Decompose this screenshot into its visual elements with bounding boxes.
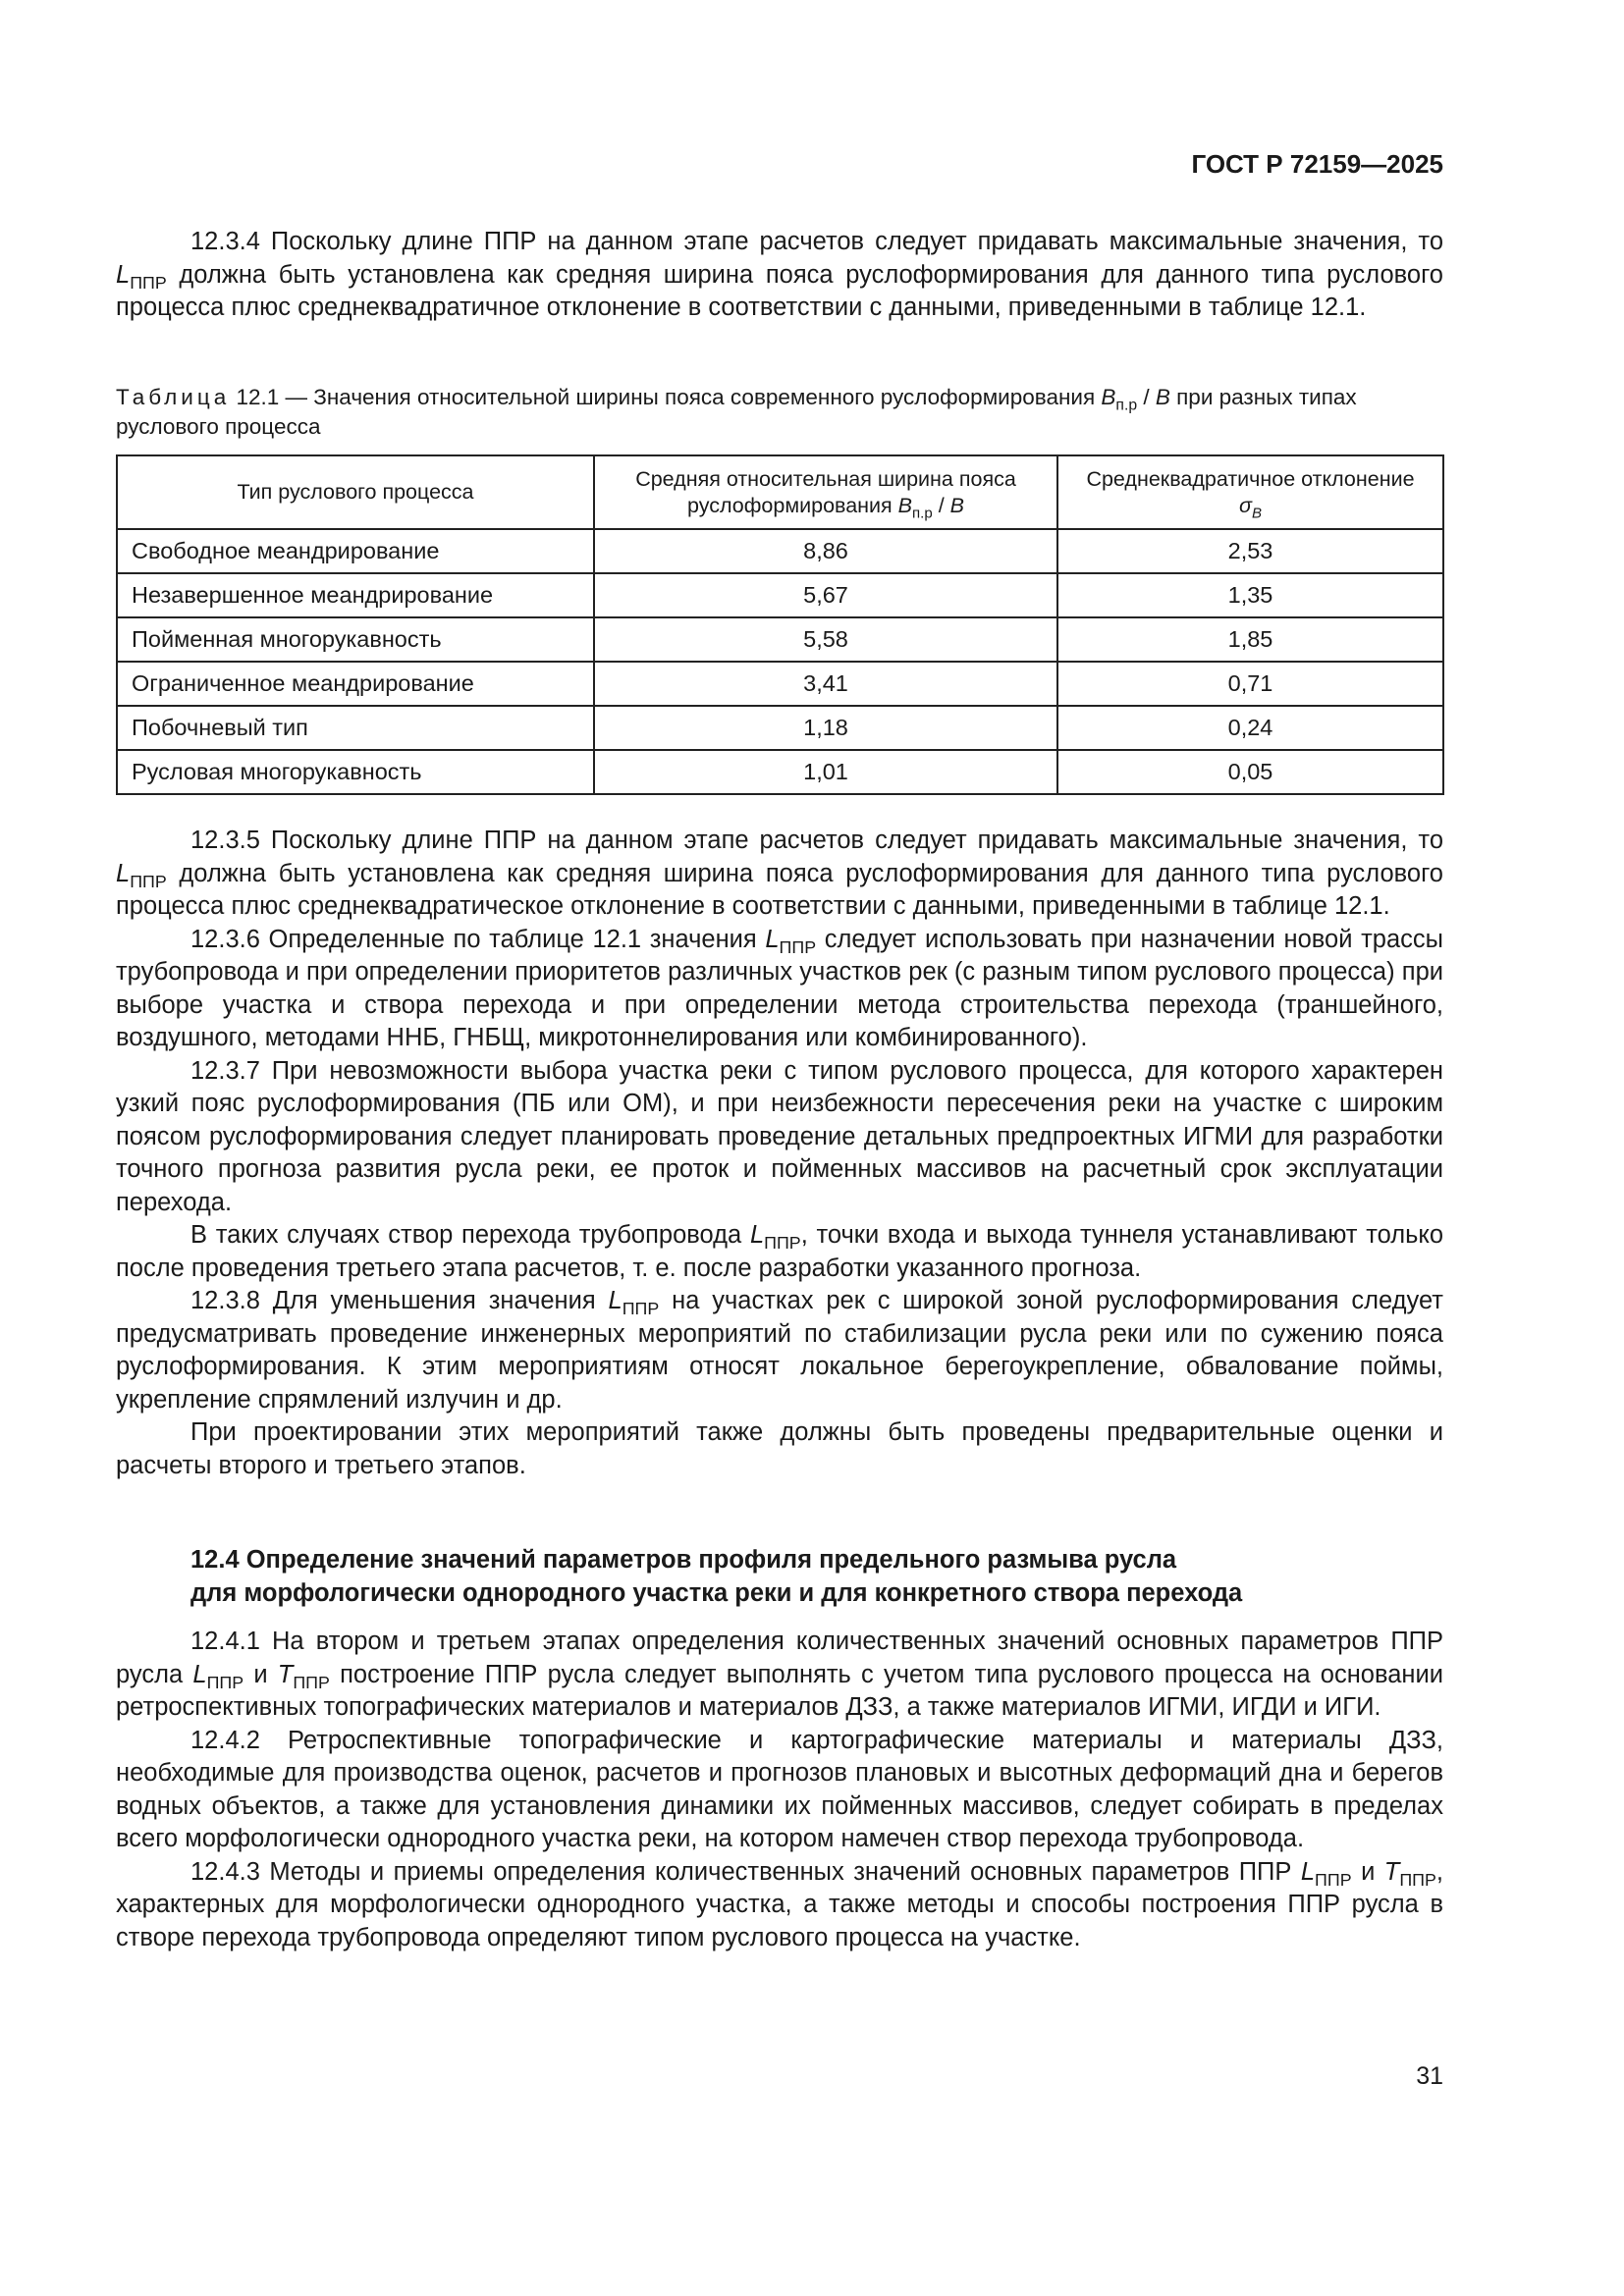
cell-sd: 1,35 — [1057, 573, 1443, 617]
section-heading-12-4 — [190, 1543, 1242, 1610]
cell-mean: 1,01 — [594, 750, 1057, 794]
heading-line-1: 12.4 Определение значений параметров профиля предельного размыва русла — [190, 1546, 1177, 1574]
paragraph-12-3-4: 12.3.4 Поскольку длине ППР на данном этапе расчетов следует придавать максимальные значения, то $L_{ППР}$ должна быть установлена как средняя ширина пояса руслоформирования для данного типа руслового процесса плюс среднеквадратичное отклонение в соответствии с данными, приведенными в таблице 12.1. — [116, 228, 1443, 321]
paragraph-12-4-3: 12.4.3 Методы и приемы определения количественных значений основных параметров ППР $L_{ППР}$ и $T_{ППР}$, характерных для морфологически однородного участка, а также методы и способы построения ППР русла в створе перехода трубопровода определяют типом руслового процесса на участке. — [116, 1857, 1443, 1951]
table-row — [117, 573, 1443, 617]
paragraph-such-cases: В таких случаях створ перехода трубопровода $L_{ППР}$, точки входа и выхода туннеля устанавливают только после проведения третьего этапа расчетов, т. е. после разработки указанного прогноза. — [116, 1221, 1443, 1282]
cell-mean: 3,41 — [594, 662, 1057, 706]
cell-type: Пойменная многорукавность — [117, 617, 594, 662]
column-header-type: Тип руслового процесса — [117, 455, 594, 529]
table-row — [117, 617, 1443, 662]
table-row — [117, 529, 1443, 573]
cell-type: Свободное меандрирование — [117, 529, 594, 573]
paragraph-12-3-7: 12.3.7 При невозможности выбора участка реки с типом руслового процесса, для которого характерен узкий пояс руслоформирования (ПБ или ОМ), и при неизбежности пересечения реки на участке с широким поясом руслоформирования следует планировать проведение детальных предпроектных ИГМИ для разработки точного прогноза развития русла реки, ее проток и пойменных массивов на расчетный срок эксплуатации перехода. — [116, 1056, 1443, 1216]
cell-sd: 1,85 — [1057, 617, 1443, 662]
paragraph-12-4-1: 12.4.1 На втором и третьем этапах определения количественных значений основных параметров ППР русла $L_{ППР}$ и $T_{ППР}$ построение ППР русла следует выполнять с учетом типа руслового процесса на основании ретроспективных топографических материалов и материалов ДЗЗ, а также материалов ИГМИ, ИГДИ и ИГИ. — [116, 1628, 1443, 1721]
cell-sd: 0,24 — [1057, 706, 1443, 750]
heading-line-2: для морфологически однородного участка реки и для конкретного створа перехода — [190, 1579, 1243, 1607]
paragraph-12-3-5: 12.3.5 Поскольку длине ППР на данном этапе расчетов следует придавать максимальные значения, то $L_{ППР}$ должна быть установлена как средняя ширина пояса руслоформирования для данного типа руслового процесса плюс среднеквадратическое отклонение в соответствии с данными, приведенными в таблице 12.1. — [116, 827, 1443, 920]
table-row — [117, 706, 1443, 750]
paragraph-12-4-2: 12.4.2 Ретроспективные топографические и картографические материалы и материалы ДЗЗ, необходимые для производства оценок, расчетов и прогнозов плановых и высотных деформаций дна и берегов водных объектов, а также для установления динамики их пойменных массивов, следует собирать в пределах всего морфологически однородного участка реки, на котором намечен створ перехода трубопровода. — [116, 1726, 1443, 1852]
cell-type: Ограниченное меандрирование — [117, 662, 594, 706]
column-header-mean: Средняя относительная ширина пояса руслоформирования $B_{п.р}$ / B — [594, 455, 1057, 529]
text-block-3 — [116, 1626, 1443, 1954]
paragraph-design: При проектировании этих мероприятий также должны быть проведены предварительные оценки и расчеты второго и третьего этапов. — [116, 1418, 1443, 1479]
text-block-1 — [116, 226, 1443, 325]
cell-type: Незавершенное меандрирование — [117, 573, 594, 617]
cell-mean: 1,18 — [594, 706, 1057, 750]
text-block-2 — [116, 825, 1443, 1482]
cell-sd: 0,05 — [1057, 750, 1443, 794]
river-process-table — [116, 454, 1444, 795]
cell-sd: 0,71 — [1057, 662, 1443, 706]
cell-sd: 2,53 — [1057, 529, 1443, 573]
cell-mean: 8,86 — [594, 529, 1057, 573]
cell-mean: 5,67 — [594, 573, 1057, 617]
cell-type: Побочневый тип — [117, 706, 594, 750]
column-header-sd: Среднеквадратичное отклонение $\sigma_B$ — [1057, 455, 1443, 529]
paragraph-12-3-6: 12.3.6 Определенные по таблице 12.1 значения $L_{ППР}$ следует использовать при назначении новой трассы трубопровода и при определении приоритетов различных участков рек (с разным типом руслового процесса) при выборе участка и створа перехода и при определении метода строительства перехода (траншейного, воздушного, методами ННБ, ГНБЩ, микротоннелирования или комбинированного). — [116, 925, 1443, 1051]
table-row — [117, 750, 1443, 794]
paragraph-12-3-8: 12.3.8 Для уменьшения значения $L_{ППР}$ на участках рек с широкой зоной руслоформирования следует предусматривать проведение инженерных мероприятий по стабилизации русла реки или по сужению пояса руслоформирования. К этим мероприятиям относят локальное берегоукрепление, обвалование поймы, укрепление спрямлений излучин и др. — [116, 1287, 1443, 1414]
table-caption: Таблица 12.1 — Значения относительной ширины пояса современного руслоформирования $B_{п.р}$ / B при разных типах руслового процесса — [116, 385, 1357, 439]
cell-type: Русловая многорукавность — [117, 750, 594, 794]
table-header-row — [117, 455, 1443, 529]
cell-mean: 5,58 — [594, 617, 1057, 662]
page-number: 31 — [1416, 2062, 1443, 2090]
document-header: ГОСТ Р 72159—2025 — [1191, 149, 1443, 179]
table-row — [117, 662, 1443, 706]
